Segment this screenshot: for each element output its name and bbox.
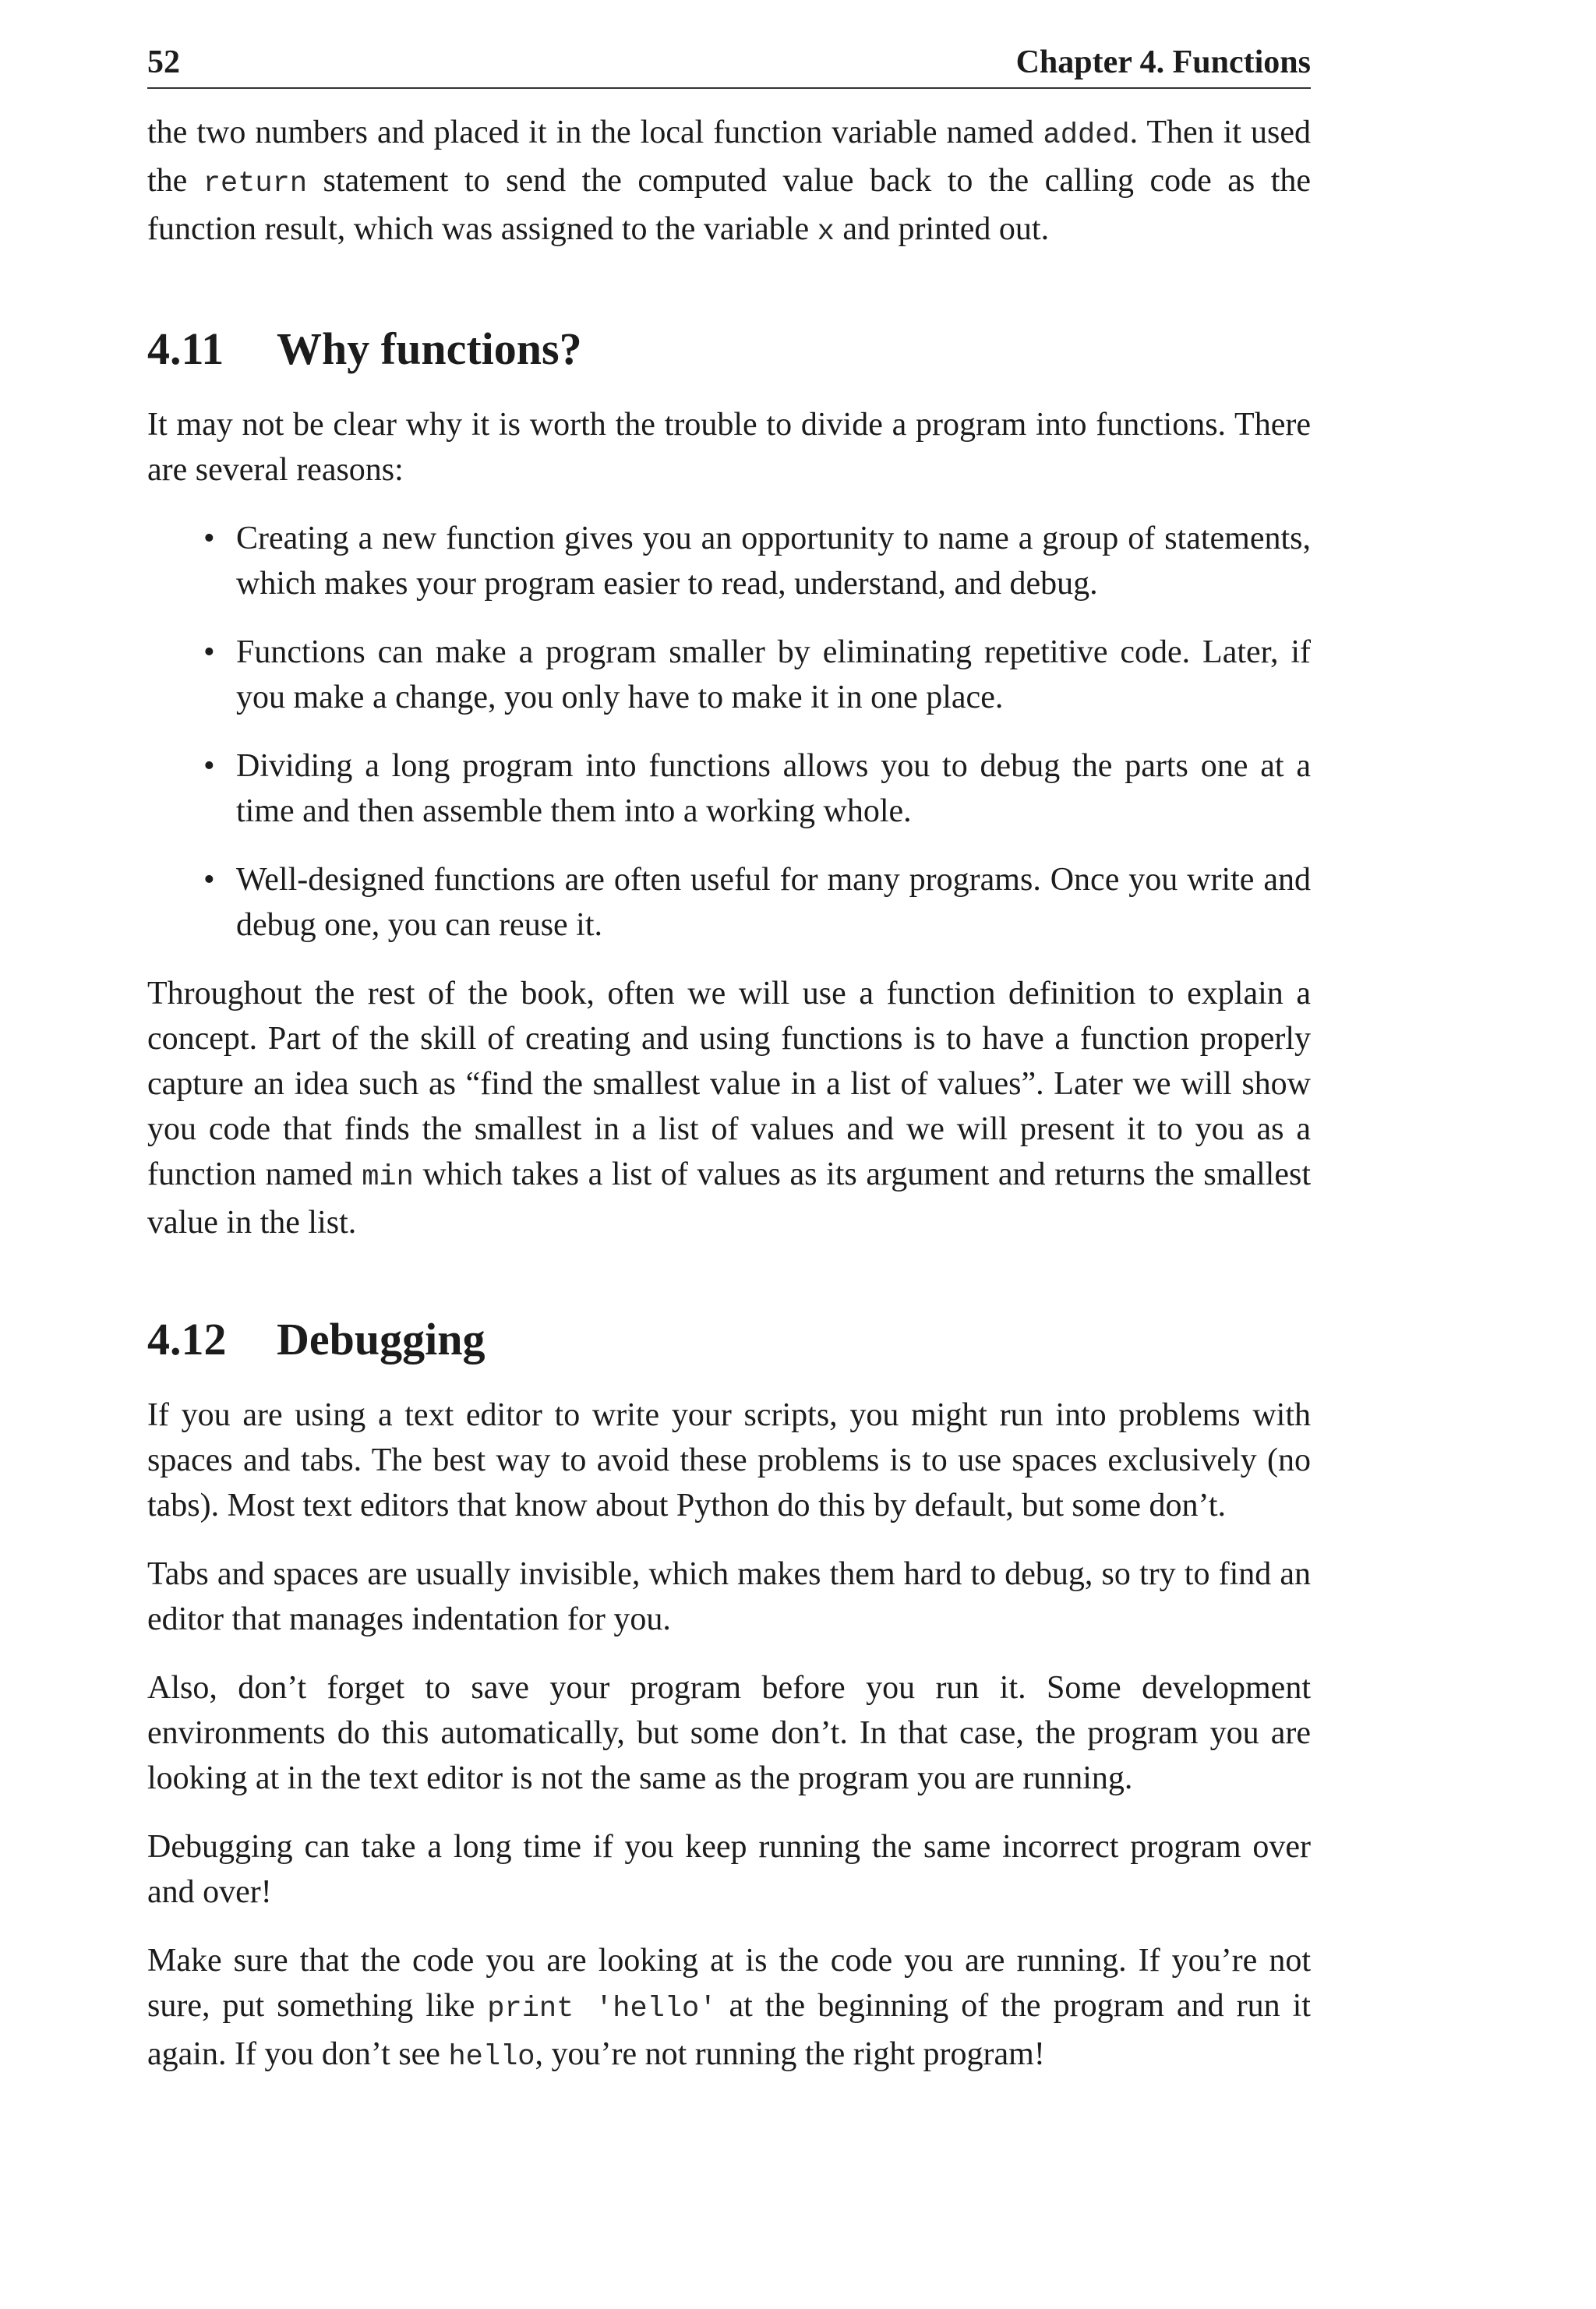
section-heading-4-11 xyxy=(147,322,1311,376)
section-4-12-body xyxy=(147,1393,1311,2080)
paragraph: the two numbers and placed it in the local function variable named added. Then it used the return statement to send the computed value back to the calling code as the function result, which was assigned to the variable x and printed out. xyxy=(147,115,1312,249)
paragraph: If you are using a text editor to write your scripts, you might run into problems with spaces and tabs. The best way to avoid these problems is to use spaces exclusively (no tabs). Most text editors that know about Python do this by default, but some don’t. xyxy=(147,1397,1311,1523)
paragraph: Also, don’t forget to save your program before you run it. Some development environments do this automatically, but some don’t. In that case, the program you are looking at in the text editor is not the same as the program you are running. xyxy=(147,1670,1311,1796)
running-header xyxy=(147,39,1311,89)
list-item: • Creating a new function gives you an opportunity to name a group of statements, which makes your program easier to read, understand, and debug. xyxy=(147,516,1311,606)
section-number: 4.12 xyxy=(147,1314,227,1365)
paragraph: It may not be clear why it is worth the trouble to divide a program into functions. There are several reasons: xyxy=(147,407,1311,488)
inline-code: x xyxy=(817,216,835,249)
paragraph: Debugging can take a long time if you keep running the same incorrect program over and over! xyxy=(147,1829,1311,1910)
inline-code: min xyxy=(362,1161,414,1194)
book-page xyxy=(147,39,1311,2080)
list-item: • Dividing a long program into functions allows you to debug the parts one at a time and then assemble them into a working whole. xyxy=(147,743,1311,834)
inline-code: added xyxy=(1043,119,1130,152)
paragraph: Throughout the rest of the book, often we will use a function definition to explain a concept. Part of the skill of creating and using functions is to have a function properly capture an idea such as “find the smallest value in a list of values”. Later we will show you code that finds the smallest in a list of values and we will present it to you as a function named min which takes a list of values as its argument and returns the smallest value in the list. xyxy=(147,976,1311,1241)
bullet-icon: • xyxy=(203,862,215,898)
page-number: 52 xyxy=(147,44,180,80)
paragraph: Make sure that the code you are looking at is the code you are running. If you’re not sure, put something like print 'hello' at the beginning of the program and run it again. If you don’t see hello, you’re not running the right program! xyxy=(147,1943,1311,2074)
intro-paragraph xyxy=(147,110,1311,255)
list-item: • Functions can make a program smaller by eliminating repetitive code. Later, if you make a change, you only have to make it in one place. xyxy=(147,630,1311,720)
reasons-list xyxy=(147,516,1311,948)
inline-code: print 'hello' xyxy=(487,1993,717,2025)
inline-code: return xyxy=(203,168,308,200)
chapter-title: Chapter 4. Functions xyxy=(1015,44,1311,80)
list-item: • Well-designed functions are often useful for many programs. Once you write and debug one, you can reuse it. xyxy=(147,857,1311,948)
section-title: Debugging xyxy=(277,1314,486,1365)
bullet-icon: • xyxy=(203,748,215,784)
inline-code: hello xyxy=(448,2041,535,2074)
section-number: 4.11 xyxy=(147,323,224,374)
section-4-11-body xyxy=(147,402,1311,1245)
paragraph: Tabs and spaces are usually invisible, which makes them hard to debug, so try to find an editor that manages indentation for you. xyxy=(147,1556,1311,1637)
section-heading-4-12 xyxy=(147,1312,1311,1367)
bullet-icon: • xyxy=(203,634,215,670)
bullet-icon: • xyxy=(203,521,215,556)
section-title: Why functions? xyxy=(277,323,582,374)
